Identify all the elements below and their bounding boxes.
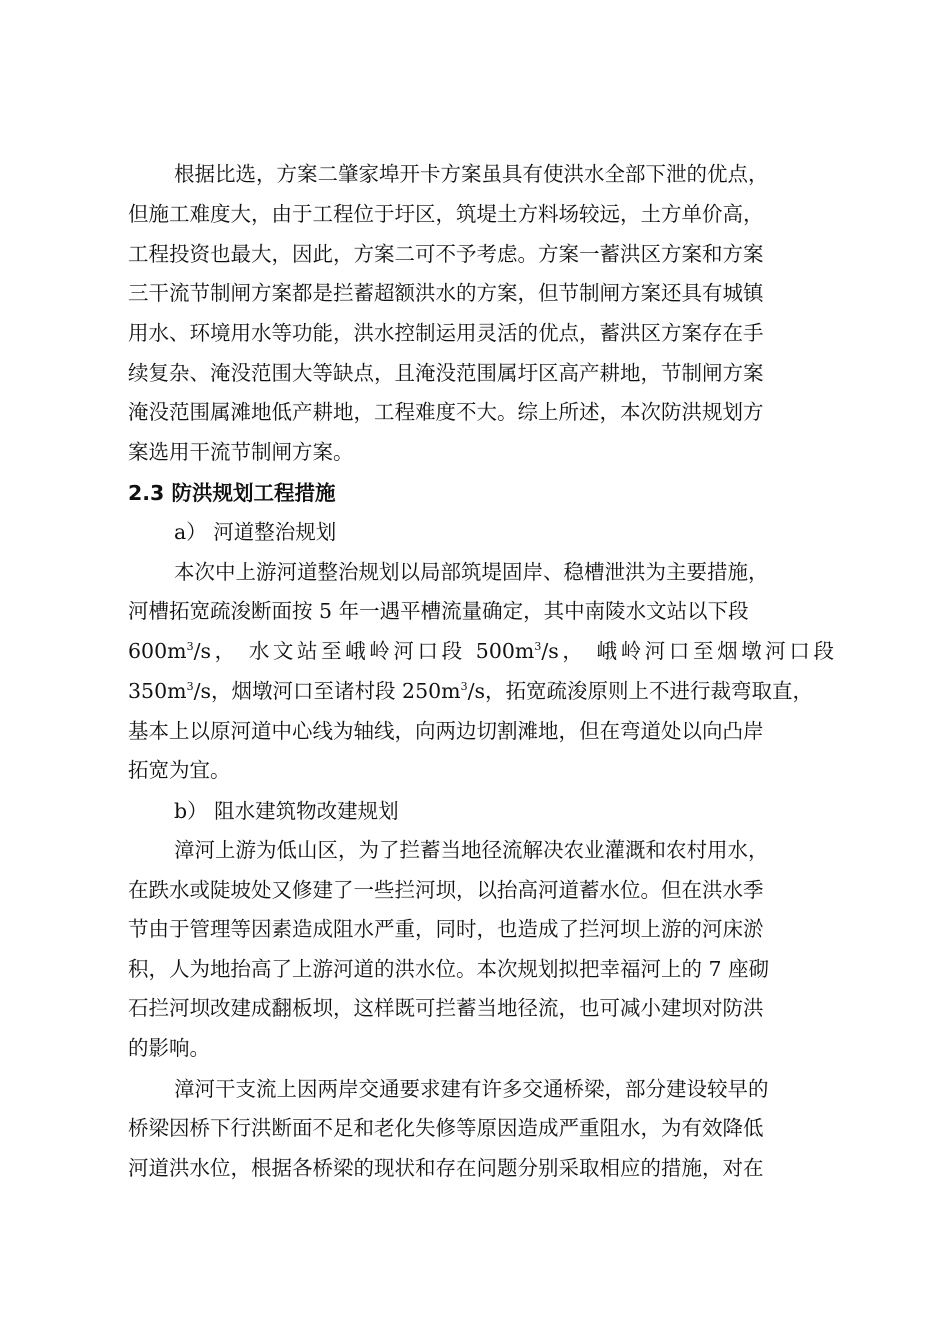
paragraph-line: 基本上以原河道中心线为轴线，向两边切割滩地，但在弯道处以向凸岸 xyxy=(128,719,764,743)
paragraph-line: 桥梁因桥下行洪断面不足和老化失修等原因造成严重阻水，为有效降低 xyxy=(128,1116,764,1140)
subsection-title: b） 阻水建筑物改建规划 xyxy=(174,799,399,823)
paragraph-line: 积，人为地抬高了上游河道的洪水位。本次规划拟把幸福河上的 7 座砌 xyxy=(128,957,770,981)
flow-rate-unit: /s， xyxy=(193,639,239,663)
flow-text: 烟墩河口至诸村段 xyxy=(231,679,403,703)
paragraph-line: 淹没范围属滩地低产耕地，工程难度不大。综上所述，本次防洪规划方 xyxy=(128,400,764,424)
flow-text: 拓宽疏浚原则上不进行裁弯取直， xyxy=(505,679,814,703)
paragraph-line: 三干流节制闸方案都是拦蓄超额洪水的方案，但节制闸方案还具有城镇 xyxy=(128,281,764,305)
paragraph-line: 在跌水或陡坡处又修建了一些拦河坝，以抬高河道蓄水位。但在洪水季 xyxy=(128,878,764,902)
flow-rate-value: 350m xyxy=(128,679,187,703)
subsection-title: a） 河道整治规划 xyxy=(174,520,337,544)
flow-rate-unit: /s， xyxy=(193,679,232,703)
flow-text: 峨岭河口至烟墩河口段 xyxy=(586,639,834,663)
paragraph-line: 的影响。 xyxy=(128,1036,210,1060)
cubic-superscript: 3 xyxy=(534,640,542,654)
cubic-superscript: 3 xyxy=(186,680,194,694)
paragraph-line: 河槽拓宽疏浚断面按 5 年一遇平槽流量确定，其中南陵水文站以下段 xyxy=(128,599,749,623)
flow-rate-value: 250m xyxy=(402,679,461,703)
paragraph-line: 用水、环境用水等功能，洪水控制运用灵活的优点，蓄洪区方案存在手 xyxy=(128,321,764,345)
flow-text: 水文站至峨岭河口段 xyxy=(238,639,476,663)
paragraph-line: 石拦河坝改建成翻板坝，这样既可拦蓄当地径流，也可减小建坝对防洪 xyxy=(128,996,764,1020)
paragraph-line: 漳河干支流上因两岸交通要求建有许多交通桥梁，部分建设较早的 xyxy=(174,1077,769,1101)
paragraph-line: 节由于管理等因素造成阻水严重，同时，也造成了拦河坝上游的河床淤 xyxy=(128,917,764,941)
paragraph-line: 漳河上游为低山区，为了拦蓄当地径流解决农业灌溉和农村用水， xyxy=(174,838,769,862)
cubic-superscript: 3 xyxy=(186,640,194,654)
paragraph-line: 本次中上游河道整治规划以局部筑堤固岸、稳槽泄洪为主要措施， xyxy=(174,560,769,584)
paragraph-line: 工程投资也最大，因此，方案二可不予考虑。方案一蓄洪区方案和方案 xyxy=(128,242,764,266)
flow-rate-unit: /s， xyxy=(467,679,506,703)
paragraph-line: 河道洪水位，根据各桥梁的现状和存在问题分别采取相应的措施，对在 xyxy=(128,1156,764,1180)
flow-rate-unit: /s， xyxy=(541,639,587,663)
paragraph-line: 根据比选，方案二肇家埠开卡方案虽具有使洪水全部下泄的优点， xyxy=(174,162,769,186)
paragraph-line: 但施工难度大，由于工程位于圩区，筑堤土方料场较远，土方单价高， xyxy=(128,202,764,226)
paragraph-line: 拓宽为宜。 xyxy=(128,758,231,782)
paragraph-line: 案选用干流节制闸方案。 xyxy=(128,440,354,464)
flow-rate-value: 600m xyxy=(128,639,187,663)
flow-rate-value: 500m xyxy=(475,639,535,663)
paragraph-line: 续复杂、淹没范围大等缺点，且淹没范围属圩区高产耕地，节制闸方案 xyxy=(128,361,764,385)
flow-rate-line xyxy=(128,637,834,665)
flow-rate-line xyxy=(128,677,813,705)
cubic-superscript: 3 xyxy=(460,680,468,694)
section-heading: 2.3 防洪规划工程措施 xyxy=(128,481,336,505)
